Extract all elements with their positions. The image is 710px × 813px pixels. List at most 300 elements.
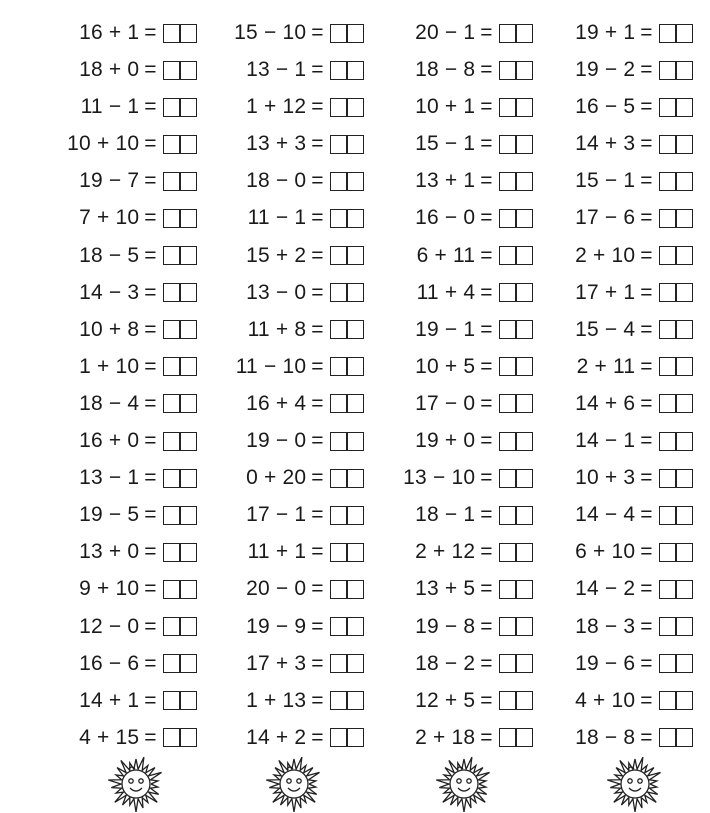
equation <box>79 686 197 716</box>
answer-box-ones[interactable] <box>515 61 533 80</box>
answer-box-ones[interactable] <box>179 172 197 191</box>
answer-boxes <box>330 61 365 80</box>
equals-sign: = <box>144 354 157 378</box>
answer-box-tens[interactable] <box>330 172 348 191</box>
problem-row <box>0 239 197 276</box>
answer-box-ones[interactable] <box>675 24 693 43</box>
equals-sign: = <box>144 58 157 82</box>
answer-box-tens[interactable] <box>330 506 348 525</box>
problem-row <box>0 16 197 53</box>
answer-box-ones[interactable] <box>346 691 364 710</box>
problem-expression: 15 − 1 <box>415 132 476 156</box>
answer-box-ones[interactable] <box>675 320 693 339</box>
answer-box-tens[interactable] <box>499 691 517 710</box>
answer-box-ones[interactable] <box>346 172 364 191</box>
equation <box>417 241 533 271</box>
answer-boxes <box>163 283 198 302</box>
problem-row <box>540 498 693 535</box>
answer-box-ones[interactable] <box>675 617 693 636</box>
answer-box-tens[interactable] <box>499 728 517 747</box>
problem-row <box>540 276 693 313</box>
problem-expression: 11 + 1 <box>247 540 307 564</box>
problem-expression: 18 + 0 <box>79 58 140 82</box>
answer-box-tens[interactable] <box>330 357 348 376</box>
answer-box-ones[interactable] <box>515 580 533 599</box>
equation <box>415 203 533 233</box>
answer-box-ones[interactable] <box>346 61 364 80</box>
answer-box-ones[interactable] <box>675 543 693 562</box>
answer-box-tens[interactable] <box>163 654 181 673</box>
answer-box-tens[interactable] <box>330 283 348 302</box>
answer-box-tens[interactable] <box>659 98 677 117</box>
answer-box-tens[interactable] <box>163 320 181 339</box>
answer-box-tens[interactable] <box>330 98 348 117</box>
problem-expression: 15 − 1 <box>575 169 636 193</box>
answer-box-ones[interactable] <box>179 580 197 599</box>
problem-row <box>200 461 364 498</box>
answer-box-tens[interactable] <box>659 394 677 413</box>
problem-expression: 18 − 3 <box>575 614 636 638</box>
problem-expression: 18 − 5 <box>79 243 140 267</box>
answer-box-tens[interactable] <box>330 394 348 413</box>
answer-box-ones[interactable] <box>675 98 693 117</box>
answer-box-ones[interactable] <box>675 209 693 228</box>
equals-sign: = <box>640 429 653 453</box>
answer-boxes <box>659 617 694 636</box>
answer-box-tens[interactable] <box>659 135 677 154</box>
answer-boxes <box>330 357 365 376</box>
answer-boxes <box>499 543 534 562</box>
answer-box-tens[interactable] <box>163 283 181 302</box>
answer-box-ones[interactable] <box>515 543 533 562</box>
answer-box-ones[interactable] <box>346 209 364 228</box>
answer-box-tens[interactable] <box>163 172 181 191</box>
problem-expression: 17 + 3 <box>246 651 307 675</box>
problem-row <box>370 647 533 684</box>
problem-expression: 16 + 4 <box>246 391 307 415</box>
sun-face <box>621 770 649 798</box>
answer-boxes <box>330 283 365 302</box>
answer-boxes <box>499 728 534 747</box>
answer-box-tens[interactable] <box>330 728 348 747</box>
problem-row <box>200 498 364 535</box>
problem-row <box>370 164 533 201</box>
problem-expression: 10 + 1 <box>415 95 476 119</box>
answer-box-ones[interactable] <box>179 61 197 80</box>
answer-boxes <box>330 172 365 191</box>
answer-box-ones[interactable] <box>675 728 693 747</box>
answer-box-tens[interactable] <box>163 432 181 451</box>
answer-box-ones[interactable] <box>675 61 693 80</box>
equation <box>575 463 693 493</box>
answer-box-ones[interactable] <box>346 357 364 376</box>
sun-hair <box>628 767 634 769</box>
answer-box-tens[interactable] <box>163 61 181 80</box>
answer-box-ones[interactable] <box>515 394 533 413</box>
problem-row <box>0 313 197 350</box>
equation <box>79 352 197 382</box>
answer-box-ones[interactable] <box>346 246 364 265</box>
problem-expression: 0 + 20 <box>246 466 307 490</box>
answer-box-tens[interactable] <box>499 24 517 43</box>
answer-box-tens[interactable] <box>659 61 677 80</box>
answer-box-tens[interactable] <box>163 394 181 413</box>
problem-expression: 16 − 0 <box>415 206 476 230</box>
problem-expression: 1 + 13 <box>246 688 307 712</box>
answer-box-tens[interactable] <box>499 357 517 376</box>
answer-box-tens[interactable] <box>163 543 181 562</box>
problem-expression: 12 − 0 <box>79 614 140 638</box>
equals-sign: = <box>480 354 493 378</box>
answer-box-ones[interactable] <box>675 506 693 525</box>
answer-box-tens[interactable] <box>499 617 517 636</box>
answer-box-tens[interactable] <box>659 172 677 191</box>
equation <box>246 500 364 530</box>
problem-expression: 2 + 11 <box>576 354 636 378</box>
answer-box-ones[interactable] <box>515 246 533 265</box>
answer-box-ones[interactable] <box>346 135 364 154</box>
equals-sign: = <box>144 614 157 638</box>
answer-box-tens[interactable] <box>499 61 517 80</box>
equals-sign: = <box>311 725 324 749</box>
equation <box>246 574 364 604</box>
answer-box-tens[interactable] <box>659 691 677 710</box>
answer-boxes <box>659 394 694 413</box>
answer-boxes <box>659 580 694 599</box>
answer-box-ones[interactable] <box>179 320 197 339</box>
answer-box-ones[interactable] <box>675 394 693 413</box>
answer-box-ones[interactable] <box>675 469 693 488</box>
answer-box-tens[interactable] <box>499 135 517 154</box>
answer-box-tens[interactable] <box>499 283 517 302</box>
answer-boxes <box>330 135 365 154</box>
answer-box-ones[interactable] <box>515 691 533 710</box>
answer-box-ones[interactable] <box>179 246 197 265</box>
answer-box-ones[interactable] <box>515 209 533 228</box>
answer-box-tens[interactable] <box>499 209 517 228</box>
equation <box>417 278 533 308</box>
answer-box-ones[interactable] <box>346 432 364 451</box>
problem-row <box>0 90 197 127</box>
answer-box-tens[interactable] <box>163 357 181 376</box>
answer-box-ones[interactable] <box>346 98 364 117</box>
problem-row <box>370 610 533 647</box>
answer-box-ones[interactable] <box>675 135 693 154</box>
answer-box-ones[interactable] <box>346 320 364 339</box>
answer-box-tens[interactable] <box>163 209 181 228</box>
answer-box-ones[interactable] <box>515 506 533 525</box>
answer-box-tens[interactable] <box>163 691 181 710</box>
answer-box-ones[interactable] <box>346 728 364 747</box>
answer-boxes <box>659 357 694 376</box>
answer-box-tens[interactable] <box>659 654 677 673</box>
answer-box-ones[interactable] <box>179 543 197 562</box>
answer-box-ones[interactable] <box>179 506 197 525</box>
equation <box>79 612 197 642</box>
answer-box-tens[interactable] <box>163 506 181 525</box>
answer-box-tens[interactable] <box>163 728 181 747</box>
answer-box-tens[interactable] <box>163 98 181 117</box>
equals-sign: = <box>640 688 653 712</box>
equals-sign: = <box>480 725 493 749</box>
answer-boxes <box>163 654 198 673</box>
answer-box-tens[interactable] <box>659 432 677 451</box>
answer-box-ones[interactable] <box>346 617 364 636</box>
answer-box-ones[interactable] <box>675 432 693 451</box>
answer-box-tens[interactable] <box>659 728 677 747</box>
equation <box>415 18 533 48</box>
answer-box-ones[interactable] <box>346 24 364 43</box>
answer-box-tens[interactable] <box>499 98 517 117</box>
answer-box-tens[interactable] <box>330 469 348 488</box>
answer-box-tens[interactable] <box>330 617 348 636</box>
answer-boxes <box>163 24 198 43</box>
answer-boxes <box>499 432 534 451</box>
problem-row <box>540 387 693 424</box>
answer-box-tens[interactable] <box>659 357 677 376</box>
equation <box>415 166 533 196</box>
problem-row <box>0 572 197 609</box>
answer-box-tens[interactable] <box>330 543 348 562</box>
problem-expression: 18 − 8 <box>415 58 476 82</box>
problem-expression: 13 + 0 <box>79 540 140 564</box>
answer-box-tens[interactable] <box>330 246 348 265</box>
problem-row <box>0 350 197 387</box>
answer-box-ones[interactable] <box>515 654 533 673</box>
answer-boxes <box>499 580 534 599</box>
equals-sign: = <box>480 688 493 712</box>
sun-face <box>450 770 478 798</box>
equals-sign: = <box>144 317 157 341</box>
answer-box-ones[interactable] <box>515 357 533 376</box>
answer-box-tens[interactable] <box>499 320 517 339</box>
answer-box-tens[interactable] <box>499 654 517 673</box>
answer-box-ones[interactable] <box>179 135 197 154</box>
answer-boxes <box>163 209 198 228</box>
problem-row <box>540 647 693 684</box>
equation <box>575 723 693 753</box>
equation <box>248 203 364 233</box>
equals-sign: = <box>144 725 157 749</box>
answer-box-tens[interactable] <box>659 283 677 302</box>
equation <box>575 537 693 567</box>
problem-row <box>200 127 364 164</box>
answer-box-tens[interactable] <box>330 24 348 43</box>
answer-box-tens[interactable] <box>330 580 348 599</box>
equation <box>79 18 197 48</box>
answer-box-tens[interactable] <box>330 432 348 451</box>
equals-sign: = <box>311 429 324 453</box>
answer-box-ones[interactable] <box>179 728 197 747</box>
answer-box-ones[interactable] <box>346 580 364 599</box>
equals-sign: = <box>480 503 493 527</box>
answer-box-tens[interactable] <box>499 469 517 488</box>
answer-box-tens[interactable] <box>659 580 677 599</box>
answer-box-tens[interactable] <box>330 320 348 339</box>
answer-box-tens[interactable] <box>659 24 677 43</box>
equation <box>575 18 693 48</box>
problem-expression: 18 − 2 <box>415 651 476 675</box>
problem-row <box>370 127 533 164</box>
equation <box>415 55 533 85</box>
answer-box-tens[interactable] <box>330 209 348 228</box>
answer-box-tens[interactable] <box>163 617 181 636</box>
equation <box>415 389 533 419</box>
equation <box>79 723 197 753</box>
answer-box-tens[interactable] <box>659 209 677 228</box>
answer-box-ones[interactable] <box>515 283 533 302</box>
answer-box-tens[interactable] <box>659 506 677 525</box>
answer-box-tens[interactable] <box>659 469 677 488</box>
answer-box-tens[interactable] <box>330 135 348 154</box>
equation <box>415 92 533 122</box>
answer-box-ones[interactable] <box>179 432 197 451</box>
problem-row <box>0 127 197 164</box>
equation <box>246 55 364 85</box>
answer-box-tens[interactable] <box>499 432 517 451</box>
problem-expression: 16 − 5 <box>575 95 636 119</box>
answer-box-ones[interactable] <box>515 320 533 339</box>
answer-boxes <box>163 580 198 599</box>
equals-sign: = <box>480 58 493 82</box>
problem-expression: 18 − 0 <box>246 169 307 193</box>
equals-sign: = <box>640 95 653 119</box>
equation <box>415 352 533 382</box>
equation <box>246 166 364 196</box>
equation <box>246 463 364 493</box>
problem-row <box>540 461 693 498</box>
answer-box-ones[interactable] <box>346 469 364 488</box>
answer-box-ones[interactable] <box>346 283 364 302</box>
answer-box-ones[interactable] <box>179 654 197 673</box>
answer-box-ones[interactable] <box>515 172 533 191</box>
equation <box>415 686 533 716</box>
answer-box-ones[interactable] <box>179 283 197 302</box>
answer-box-ones[interactable] <box>179 24 197 43</box>
answer-box-tens[interactable] <box>499 394 517 413</box>
answer-box-ones[interactable] <box>346 394 364 413</box>
answer-box-ones[interactable] <box>675 654 693 673</box>
problem-row <box>540 90 693 127</box>
answer-box-ones[interactable] <box>515 98 533 117</box>
problem-expression: 11 − 10 <box>235 354 307 378</box>
answer-box-tens[interactable] <box>499 172 517 191</box>
answer-box-ones[interactable] <box>515 432 533 451</box>
answer-boxes <box>330 246 365 265</box>
answer-box-ones[interactable] <box>346 654 364 673</box>
answer-box-ones[interactable] <box>675 691 693 710</box>
equals-sign: = <box>311 540 324 564</box>
answer-box-tens[interactable] <box>659 617 677 636</box>
answer-box-ones[interactable] <box>515 135 533 154</box>
equals-sign: = <box>144 21 157 44</box>
answer-box-ones[interactable] <box>179 691 197 710</box>
answer-box-ones[interactable] <box>179 357 197 376</box>
equation <box>575 241 693 271</box>
answer-box-tens[interactable] <box>163 24 181 43</box>
problem-expression: 15 + 2 <box>246 243 307 267</box>
equation <box>246 686 364 716</box>
answer-box-ones[interactable] <box>515 728 533 747</box>
answer-box-tens[interactable] <box>163 246 181 265</box>
equals-sign: = <box>311 614 324 638</box>
problem-row <box>370 498 533 535</box>
problem-row <box>200 387 364 424</box>
equation <box>575 166 693 196</box>
problem-expression: 16 − 6 <box>79 651 140 675</box>
answer-box-ones[interactable] <box>675 580 693 599</box>
problem-row <box>200 572 364 609</box>
answer-box-ones[interactable] <box>346 543 364 562</box>
equation <box>415 649 533 679</box>
equals-sign: = <box>480 132 493 156</box>
answer-box-ones[interactable] <box>179 98 197 117</box>
problem-row <box>540 53 693 90</box>
problem-row <box>540 350 693 387</box>
problem-expression: 17 − 0 <box>415 391 476 415</box>
answer-box-ones[interactable] <box>675 283 693 302</box>
answer-box-tens[interactable] <box>330 691 348 710</box>
answer-box-tens[interactable] <box>659 246 677 265</box>
problem-expression: 14 + 3 <box>575 132 636 156</box>
answer-box-ones[interactable] <box>346 506 364 525</box>
answer-box-ones[interactable] <box>675 246 693 265</box>
answer-box-ones[interactable] <box>515 469 533 488</box>
equation <box>415 426 533 456</box>
answer-boxes <box>499 61 534 80</box>
equals-sign: = <box>640 540 653 564</box>
answer-box-tens[interactable] <box>163 135 181 154</box>
problem-column-2 <box>200 16 364 758</box>
problem-expression: 18 − 8 <box>575 725 636 749</box>
answer-box-tens[interactable] <box>499 543 517 562</box>
equation <box>248 537 364 567</box>
equation <box>79 389 197 419</box>
answer-boxes <box>659 246 694 265</box>
answer-box-ones[interactable] <box>179 617 197 636</box>
problem-expression: 19 − 7 <box>79 169 140 193</box>
problem-expression: 19 − 2 <box>575 58 636 82</box>
answer-box-tens[interactable] <box>163 469 181 488</box>
answer-box-tens[interactable] <box>499 246 517 265</box>
answer-boxes <box>163 246 198 265</box>
answer-box-tens[interactable] <box>499 580 517 599</box>
equals-sign: = <box>480 317 493 341</box>
problem-row <box>0 461 197 498</box>
problem-expression: 1 + 10 <box>79 354 140 378</box>
answer-boxes <box>499 135 534 154</box>
answer-box-ones[interactable] <box>515 617 533 636</box>
answer-box-ones[interactable] <box>675 357 693 376</box>
answer-box-tens[interactable] <box>163 580 181 599</box>
answer-box-tens[interactable] <box>659 320 677 339</box>
answer-box-tens[interactable] <box>659 543 677 562</box>
problem-row <box>0 535 197 572</box>
answer-box-tens[interactable] <box>499 506 517 525</box>
answer-box-ones[interactable] <box>179 209 197 228</box>
answer-box-tens[interactable] <box>330 61 348 80</box>
equals-sign: = <box>311 21 324 44</box>
answer-box-ones[interactable] <box>675 172 693 191</box>
answer-box-tens[interactable] <box>330 654 348 673</box>
problem-row <box>0 276 197 313</box>
answer-box-ones[interactable] <box>515 24 533 43</box>
answer-box-ones[interactable] <box>179 469 197 488</box>
answer-boxes <box>499 24 534 43</box>
answer-box-ones[interactable] <box>179 394 197 413</box>
problem-row <box>370 535 533 572</box>
problem-expression: 6 + 11 <box>416 243 476 267</box>
